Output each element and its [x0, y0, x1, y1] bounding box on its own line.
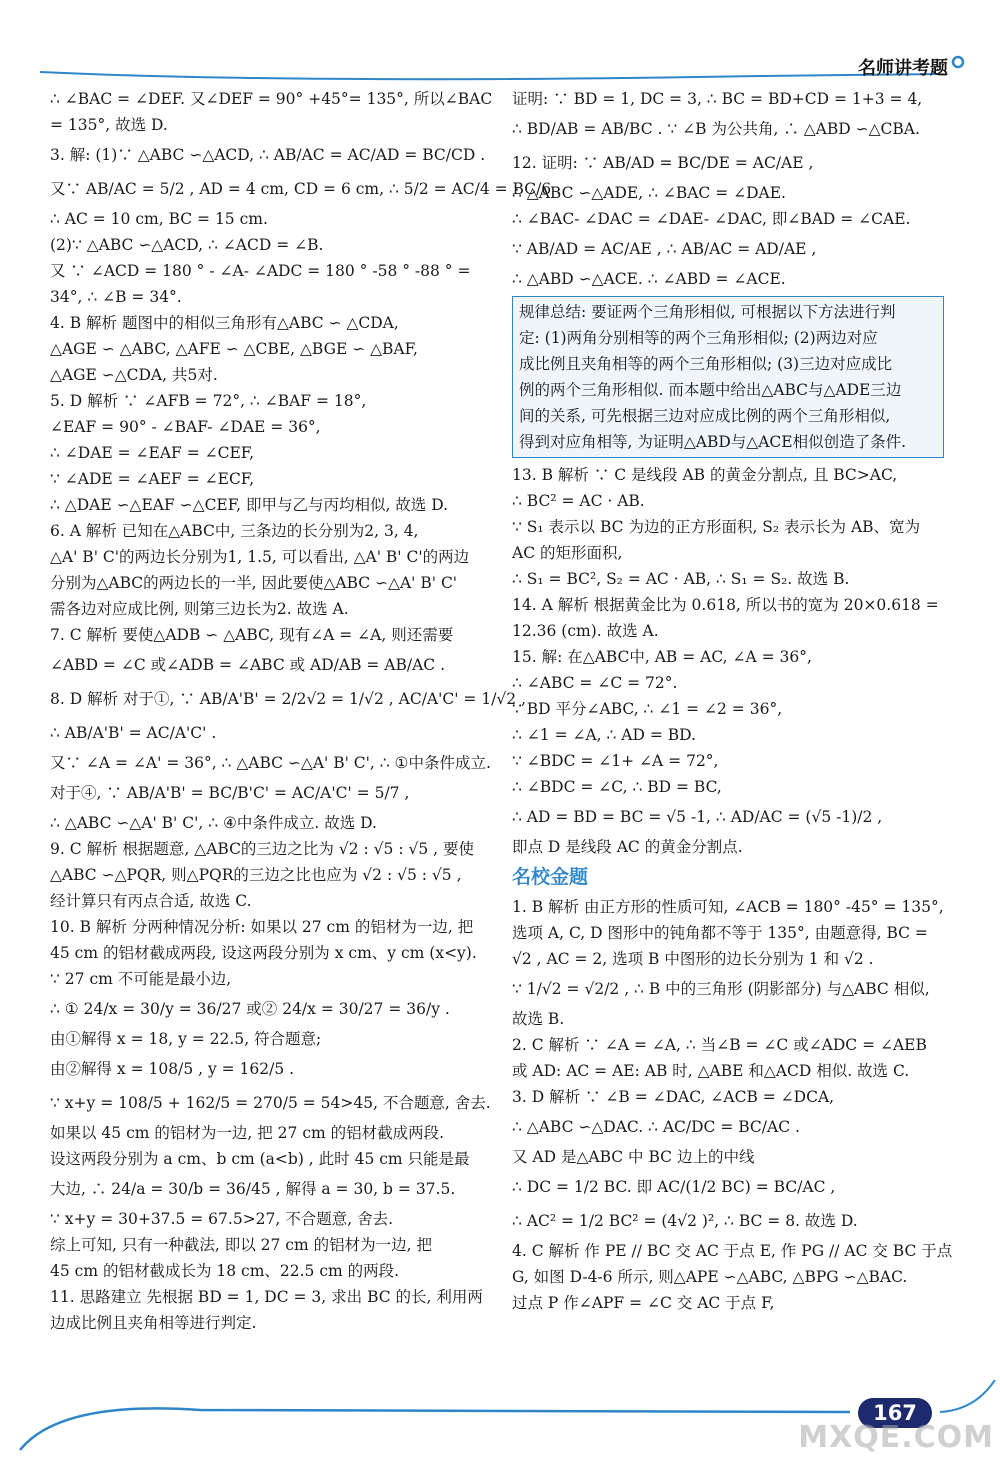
right-line: 13. B 解析 ∵ C 是线段 AB 的黄金分割点, 且 BC>AC,	[512, 466, 898, 484]
right-line: ∴ AD = BD = BC = √5 -1, ∴ AD/AC = (√5 -1)/2 ,	[512, 808, 883, 826]
left-line: ∴ AB/A'B' = AC/A'C' .	[50, 724, 217, 742]
right-line: ∴ ∠BDC = ∠C, ∴ BD = BC,	[512, 778, 722, 796]
left-line: 又∵ AB/AC = 5/2 , AD = 4 cm, CD = 6 cm, ∴ 5/2 = AC/4 = BC/6 .	[50, 180, 562, 198]
summary-line: 成比例且夹角相等的两个三角形相似; (3)三边对应成比	[519, 355, 893, 373]
right-line: 即点 D 是线段 AC 的黄金分割点.	[512, 838, 743, 856]
left-line: ∴ ① 24/x = 30/y = 36/27 或② 24/x = 30/27 = 36/y .	[50, 1000, 450, 1018]
left-line: ∵ ∠ADE = ∠AEF = ∠ECF,	[50, 470, 255, 488]
right-line: ∴ AC² = 1/2 BC² = (4√2 )², ∴ BC = 8. 故选 D.	[512, 1212, 858, 1230]
left-line: 边成比例且夹角相等进行判定.	[50, 1314, 257, 1332]
summary-line: 间的关系, 可先根据三边对应成比例的两个三角形相似,	[519, 407, 891, 425]
right-line: ∴ S₁ = BC², S₂ = AC · AB, ∴ S₁ = S₂. 故选 B.	[512, 570, 850, 588]
watermark: MXQE.COM	[798, 1420, 994, 1455]
header-decoration	[0, 0, 1000, 84]
left-line: 大边, ∴ 24/a = 30/b = 36/45 , 解得 a = 30, b = 37.5.	[50, 1180, 456, 1198]
right-line: ∵ 1/√2 = √2/2 , ∴ B 中的三角形 (阴影部分) 与△ABC 相似,	[512, 980, 930, 998]
right-line: ∴ △ABC ∽△DAC. ∴ AC/DC = BC/AC .	[512, 1118, 800, 1136]
left-line: 45 cm 的铝材截成长为 18 cm、22.5 cm 的两段.	[50, 1262, 400, 1280]
section-title: 名校金题	[512, 866, 589, 888]
left-line: 10. B 解析 分两种情况分析: 如果以 27 cm 的铝材为一边, 把	[50, 918, 474, 936]
left-line: ∵ 27 cm 不可能是最小边,	[50, 970, 232, 988]
right-line: ∴ △ABC ∽△ADE, ∴ ∠BAC = ∠DAE.	[512, 184, 786, 202]
left-line: 如果以 45 cm 的铝材为一边, 把 27 cm 的铝材截成两段.	[50, 1124, 445, 1142]
header-title: 名师讲考题	[858, 58, 948, 79]
right-line: 14. A 解析 根据黄金比为 0.618, 所以书的宽为 20×0.618 =	[512, 596, 939, 614]
right-line: ∵ S₁ 表示以 BC 为边的正方形面积, S₂ 表示长为 AB、宽为	[512, 518, 921, 536]
right-line: ∴ ∠BAC- ∠DAC = ∠DAE- ∠DAC, 即∠BAD = ∠CAE.	[512, 210, 911, 228]
right-line: ∵ ∠BDC = ∠1+ ∠A = 72°,	[512, 752, 719, 770]
left-line: 8. D 解析 对于①, ∵ AB/A'B' = 2/2√2 = 1/√2 , AC/A'C' = 1/√2 ,	[50, 690, 527, 708]
left-line: 6. A 解析 已知在△ABC中, 三条边的长分别为2, 3, 4,	[50, 522, 419, 540]
left-line: 4. B 解析 题图中的相似三角形有△ABC ∽ △CDA,	[50, 314, 399, 332]
summary-line: 定: (1)两角分别相等的两个三角形相似; (2)两边对应	[519, 329, 878, 347]
right-line: 选项 A, C, D 图形中的钝角都不等于 135°, 由题意得, BC =	[512, 924, 928, 942]
left-line: 11. 思路建立 先根据 BD = 1, DC = 3, 求出 BC 的长, 利用两	[50, 1288, 483, 1306]
right-line: 过点 P 作∠APF = ∠C 交 AC 于点 F,	[512, 1294, 775, 1312]
right-line: AC 的矩形面积,	[512, 544, 623, 562]
left-line: = 135°, 故选 D.	[50, 116, 168, 134]
summary-line: 得到对应角相等, 为证明△ABD与△ACE相似创造了条件.	[519, 433, 907, 451]
left-line: 3. 解: (1)∵ △ABC ∽△ACD, ∴ AB/AC = AC/AD = BC/CD .	[50, 146, 486, 164]
left-line: 由②解得 x = 108/5 , y = 162/5 .	[50, 1060, 295, 1078]
left-line: 45 cm 的铝材截成两段, 设这两段分别为 x cm、y cm (x<y).	[50, 944, 477, 962]
left-line: 由①解得 x = 18, y = 22.5, 符合题意;	[50, 1030, 322, 1048]
right-line: 12.36 (cm). 故选 A.	[512, 622, 659, 640]
left-line: (2)∵ △ABC ∽△ACD, ∴ ∠ACD = ∠B.	[50, 236, 324, 254]
right-line: ∴ △ABD ∽△ACE. ∴ ∠ABD = ∠ACE.	[512, 270, 786, 288]
left-line: ∴ △DAE ∽△EAF ∽△CEF, 即甲与乙与丙均相似, 故选 D.	[50, 496, 449, 514]
left-line: 综上可知, 只有一种截法, 即以 27 cm 的铝材为一边, 把	[50, 1236, 432, 1254]
rule-summary-box	[512, 296, 944, 458]
right-line: ∵ AB/AD = AC/AE , ∴ AB/AC = AD/AE ,	[512, 240, 817, 258]
left-line: 又 ∵ ∠ACD = 180 ° - ∠A- ∠ADC = 180 ° -58 ° -88 ° =	[50, 262, 471, 280]
left-line: 9. C 解析 根据题意, △ABC的三边之比为 √2 : √5 : √5 , 要使	[50, 840, 475, 858]
right-line: ∴ ∠ABC = ∠C = 72°.	[512, 674, 678, 692]
left-line: 对于④, ∵ AB/A'B' = BC/B'C' = AC/A'C' = 5/7 ,	[50, 784, 410, 802]
left-line: ∵ x+y = 30+37.5 = 67.5>27, 不合题意, 舍去.	[50, 1210, 394, 1228]
left-line: △A' B' C'的两边长分别为1, 1.5, 可以看出, △A' B' C'的两边	[50, 548, 470, 566]
right-line: 4. C 解析 作 PE // BC 交 AC 于点 E, 作 PG // AC 交 BC 于点	[512, 1242, 953, 1260]
right-line: ∴ ∠1 = ∠A, ∴ AD = BD.	[512, 726, 696, 744]
right-line: 3. D 解析 ∵ ∠B = ∠DAC, ∠ACB = ∠DCA,	[512, 1088, 835, 1106]
left-line: ∠EAF = 90° - ∠BAF- ∠DAE = 36°,	[50, 418, 321, 436]
left-line: 34°, ∴ ∠B = 34°.	[50, 288, 182, 306]
left-line: 7. C 解析 要使△ADB ∽ △ABC, 现有∠A = ∠A, 则还需要	[50, 626, 454, 644]
left-line: 又∵ ∠A = ∠A' = 36°, ∴ △ABC ∽△A' B' C', ∴ ①中条件成立.	[50, 754, 491, 772]
summary-line: 规律总结: 要证两个三角形相似, 可根据以下方法进行判	[519, 303, 896, 321]
right-line: 证明: ∵ BD = 1, DC = 3, ∴ BC = BD+CD = 1+3 = 4,	[512, 90, 923, 108]
right-column	[512, 86, 982, 1316]
right-line: 12. 证明: ∵ AB/AD = BC/DE = AC/AE ,	[512, 154, 814, 172]
left-line: 分别为△ABC的两边长的一半, 因此要使△ABC ∽△A' B' C'	[50, 574, 458, 592]
left-line: △AGE ∽ △ABC, △AFE ∽ △CBE, △BGE ∽ △BAF,	[50, 340, 418, 358]
left-line: ∴ AC = 10 cm, BC = 15 cm.	[50, 210, 268, 228]
right-line: 又 AD 是△ABC 中 BC 边上的中线	[512, 1148, 755, 1166]
right-line: 故选 B.	[512, 1010, 565, 1028]
right-line: 或 AD: AC = AE: AB 时, △ABE 和△ACD 相似. 故选 C.	[512, 1062, 910, 1080]
right-line: 15. 解: 在△ABC中, AB = AC, ∠A = 36°,	[512, 648, 812, 666]
right-line: ∴ DC = 1/2 BC. 即 AC/(1/2 BC) = BC/AC ,	[512, 1178, 836, 1196]
left-line: △ABC ∽△PQR, 则△PQR的三边之比也应为 √2 : √5 : √5 ,	[50, 866, 462, 884]
left-line: 经计算只有丙点合适, 故选 C.	[50, 892, 252, 910]
left-line: 需各边对应成比例, 则第三边长为2. 故选 A.	[50, 600, 349, 618]
left-line: ∵ x+y = 108/5 + 162/5 = 270/5 = 54>45, 不合题意, 舍去.	[50, 1094, 491, 1112]
left-line: 设这两段分别为 a cm、b cm (a<b) , 此时 45 cm 只能是最	[50, 1150, 470, 1168]
page-number: 167	[858, 1398, 932, 1428]
right-line: √2 , AC = 2, 选项 B 中图形的边长分别为 1 和 √2 .	[512, 950, 874, 968]
right-line: ∴ BC² = AC · AB.	[512, 492, 645, 510]
left-line: 5. D 解析 ∵ ∠AFB = 72°, ∴ ∠BAF = 18°,	[50, 392, 367, 410]
left-line: ∴ ∠DAE = ∠EAF = ∠CEF,	[50, 444, 255, 462]
left-line: ∴ △ABC ∽△A' B' C', ∴ ④中条件成立. 故选 D.	[50, 814, 377, 832]
right-line: 1. B 解析 由正方形的性质可知, ∠ACB = 180° -45° = 135°,	[512, 898, 944, 916]
left-line: △AGE ∽△CDA, 共5对.	[50, 366, 218, 384]
right-line: ∵ BD 平分∠ABC, ∴ ∠1 = ∠2 = 36°,	[512, 700, 783, 718]
right-line: ∴ BD/AB = AB/BC . ∵ ∠B 为公共角, ∴ △ABD ∽△CBA.	[512, 120, 920, 138]
right-line: 2. C 解析 ∵ ∠A = ∠A, ∴ 当∠B = ∠C 或∠ADC = ∠AEB	[512, 1036, 927, 1054]
header-ring-icon	[953, 57, 963, 67]
summary-line: 例的两个三角形相似. 而本题中给出△ABC与△ADE三边	[519, 381, 902, 399]
right-line: G, 如图 D-4-6 所示, 则△APE ∽△ABC, △BPG ∽△BAC.	[512, 1268, 908, 1286]
left-line: ∴ ∠BAC = ∠DEF. 又∠DEF = 90° +45°= 135°, 所以∠BAC	[50, 90, 493, 108]
left-line: ∠ABD = ∠C 或∠ADB = ∠ABC 或 AD/AB = AB/AC .	[50, 656, 446, 674]
